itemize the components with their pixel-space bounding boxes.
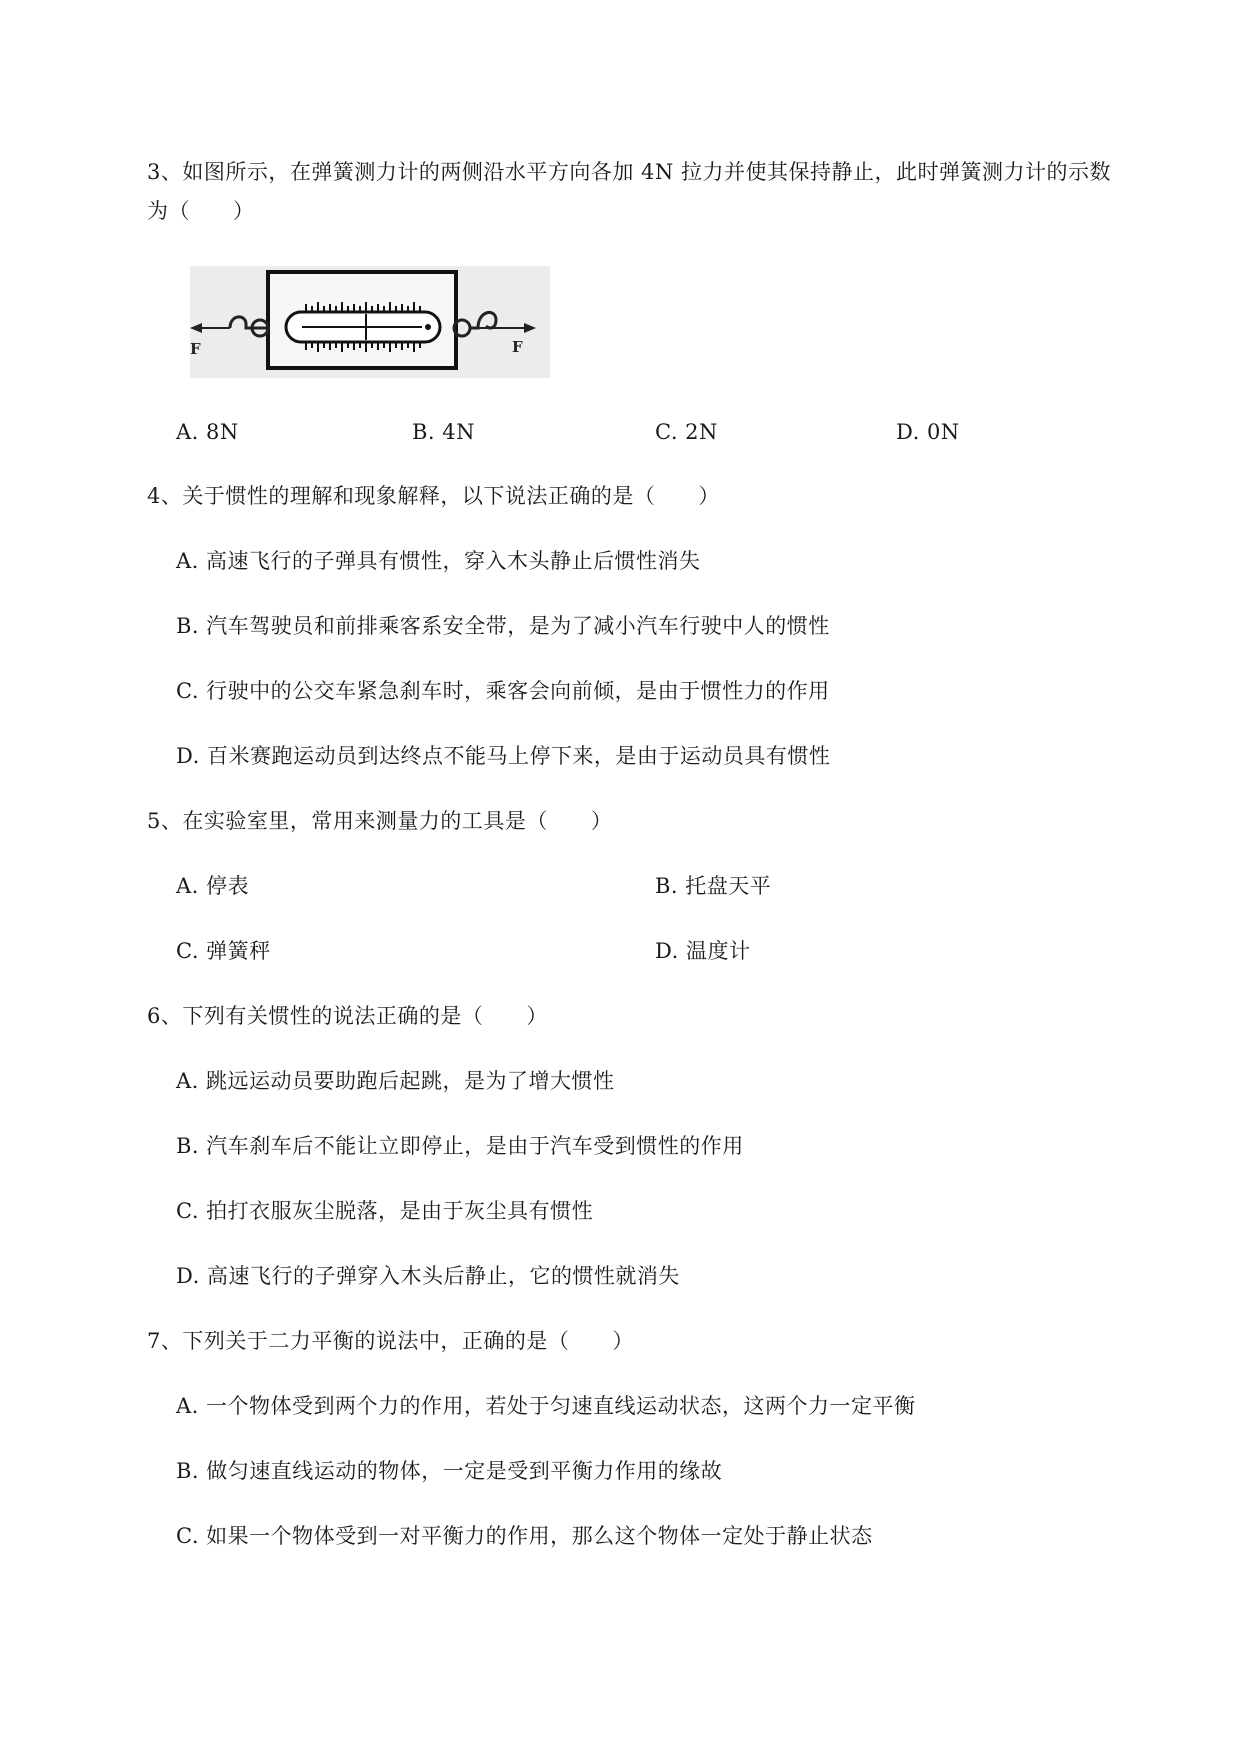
q5-option-b: B. 托盘天平: [655, 874, 772, 898]
q3-option-d: D. 0N: [896, 420, 960, 444]
q4-option-a: A. 高速飞行的子弹具有惯性，穿入木头静止后惯性消失: [176, 549, 701, 573]
question-4-stem: 4、关于惯性的理解和现象解释，以下说法正确的是（ ）: [147, 484, 720, 508]
question-5-stem: 5、在实验室里，常用来测量力的工具是（ ）: [147, 809, 613, 833]
question-3-stem-continued: 为（ ）: [147, 199, 255, 223]
q6-option-d: D. 高速飞行的子弹穿入木头后静止，它的惯性就消失: [176, 1264, 680, 1288]
q7-option-c: C. 如果一个物体受到一对平衡力的作用，那么这个物体一定处于静止状态: [176, 1524, 873, 1548]
q4-option-b: B. 汽车驾驶员和前排乘客系安全带，是为了减小汽车行驶中人的惯性: [176, 614, 830, 638]
q6-option-b: B. 汽车刹车后不能让立即停止，是由于汽车受到惯性的作用: [176, 1134, 744, 1158]
q3-option-a: A. 8N: [176, 420, 239, 444]
spring-scale-figure: [190, 266, 550, 378]
q3-option-b: B. 4N: [412, 420, 476, 444]
q5-option-a: A. 停表: [176, 874, 250, 898]
q4-option-d: D. 百米赛跑运动员到达终点不能马上停下来，是由于运动员具有惯性: [176, 744, 831, 768]
q3-option-c: C. 2N: [655, 420, 718, 444]
q5-option-c: C. 弹簧秤: [176, 939, 271, 963]
q6-option-a: A. 跳远运动员要助跑后起跳，是为了增大惯性: [176, 1069, 615, 1093]
q5-option-d: D. 温度计: [655, 939, 751, 963]
force-label-right: F: [512, 338, 523, 356]
q6-option-c: C. 拍打衣服灰尘脱落，是由于灰尘具有惯性: [176, 1199, 594, 1223]
question-7-stem: 7、下列关于二力平衡的说法中，正确的是（ ）: [147, 1329, 634, 1353]
force-label-left: F: [190, 340, 201, 358]
question-6-stem: 6、下列有关惯性的说法正确的是（ ）: [147, 1004, 548, 1028]
q7-option-a: A. 一个物体受到两个力的作用，若处于匀速直线运动状态，这两个力一定平衡: [176, 1394, 916, 1418]
question-3-stem: 3、如图所示，在弹簧测力计的两侧沿水平方向各加 4N 拉力并使其保持静止，此时弹簧测力计的示数: [147, 160, 1111, 184]
q4-option-c: C. 行驶中的公交车紧急刹车时，乘客会向前倾，是由于惯性力的作用: [176, 679, 830, 703]
q7-option-b: B. 做匀速直线运动的物体，一定是受到平衡力作用的缘故: [176, 1459, 723, 1483]
